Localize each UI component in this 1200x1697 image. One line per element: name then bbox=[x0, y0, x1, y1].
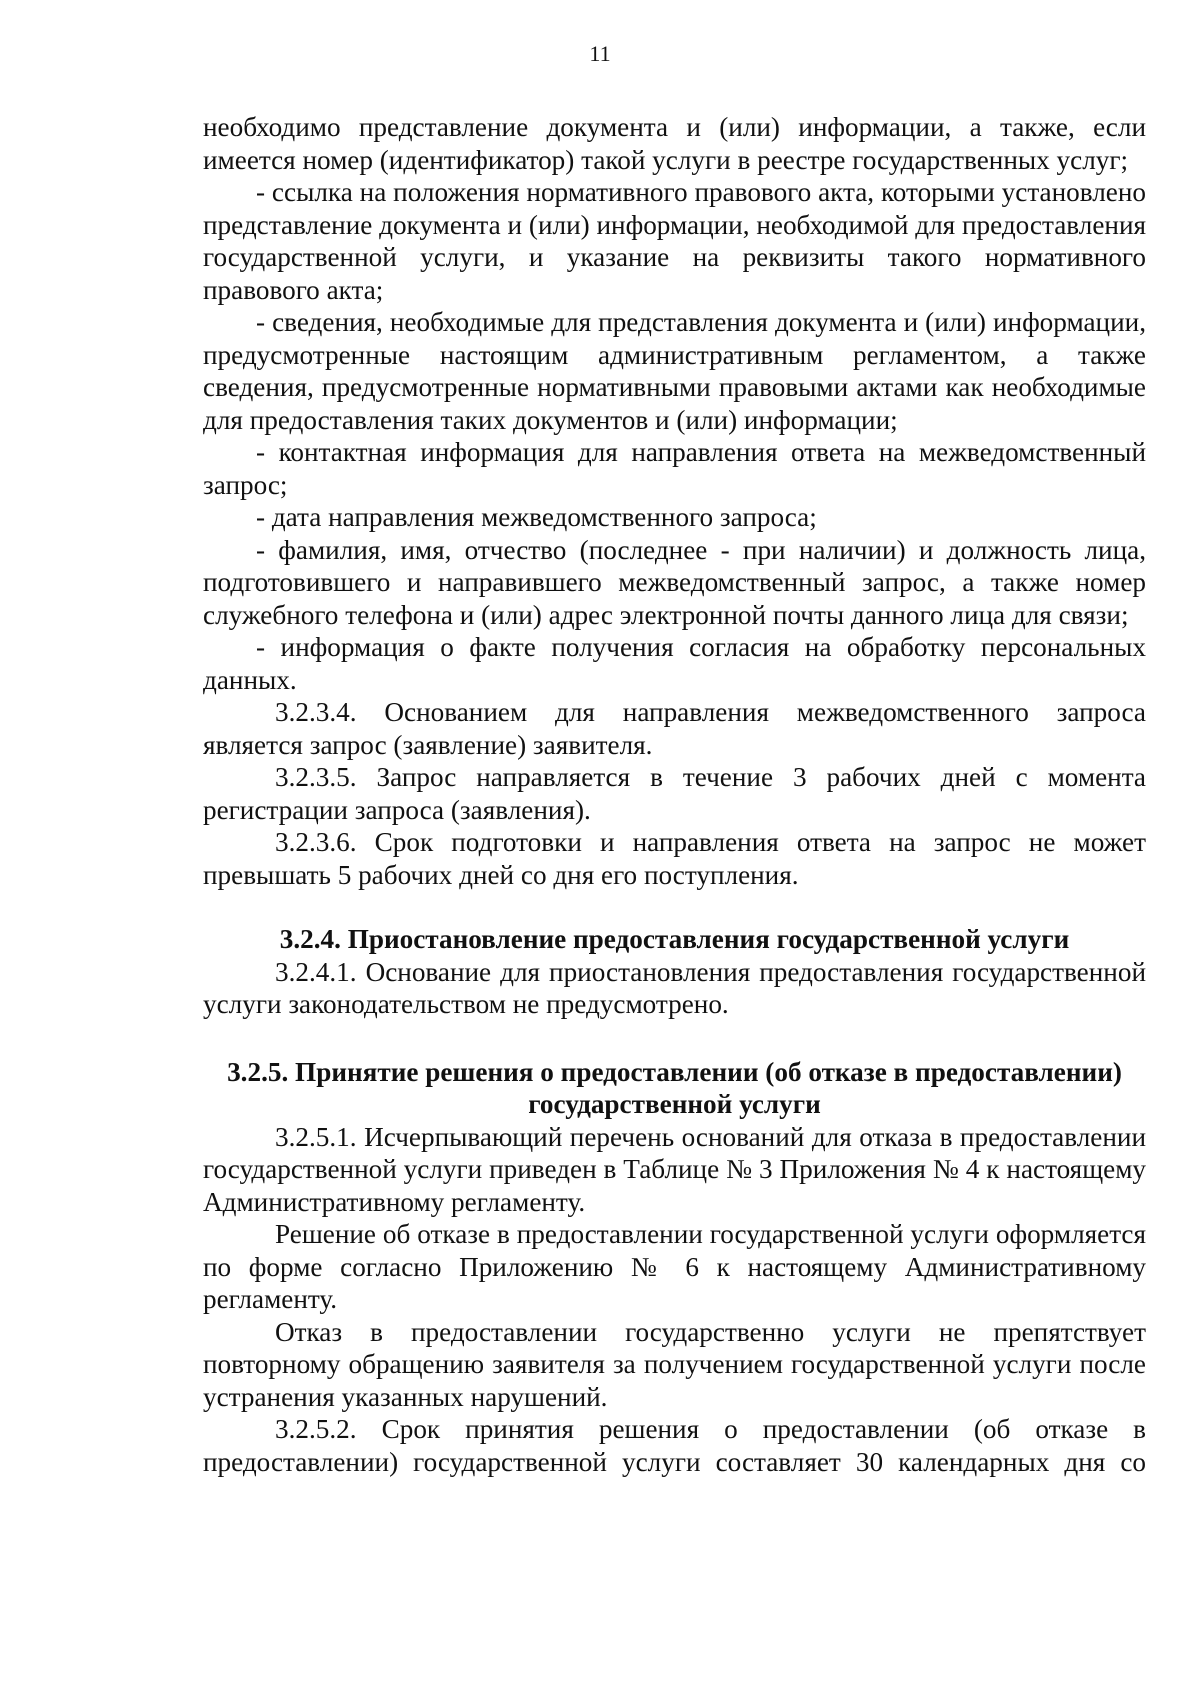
section-heading-3-2-5-line1: 3.2.5. Принятие решения о предоставлении (об отказе в предоставлении) bbox=[227, 1056, 1122, 1087]
paragraph-refusal-form: Решение об отказе в предоставлении государственной услуги оформляется по форме согласно Приложению № 6 к настоящему Административному регламенту. bbox=[203, 1219, 1146, 1314]
list-item-required-info: - сведения, необходимые для представления документа и (или) информации, предусмотренные настоящим административным регламентом, а также сведения, предусмотренные нормативными правовыми актами как необходимые для предоставления таких документов и (или) информации; bbox=[203, 307, 1146, 435]
list-item-request-date: - дата направления межведомственного запроса; bbox=[256, 502, 817, 532]
clause-3-2-3-4: 3.2.3.4. Основанием для направления межведомственного запроса является запрос (заявление) заявителя. bbox=[203, 697, 1146, 760]
section-heading-3-2-5-line2: государственной услуги bbox=[528, 1089, 821, 1119]
paragraph-refusal-repeat: Отказ в предоставлении государственно услуги не препятствует повторному обращению заявителя за получением государственной услуги после устранения указанных нарушений. bbox=[203, 1316, 1146, 1412]
clause-3-2-3-5: 3.2.3.5. Запрос направляется в течение 3 рабочих дней с момента регистрации запроса (заявления). bbox=[203, 762, 1146, 825]
list-item-consent-info: - информация о факте получения согласия на обработку персональных данных. bbox=[203, 632, 1146, 695]
list-item-contact-info: - контактная информация для направления ответа на межведомственный запрос; bbox=[203, 437, 1146, 500]
clause-3-2-3-6: 3.2.3.6. Срок подготовки и направления ответа на запрос не может превышать 5 рабочих дней со дня его поступления. bbox=[203, 827, 1146, 890]
paragraph-intro: необходимо представление документа и (или) информации, а также, если имеется номер (идентификатор) такой услуги в реестре государственных услуг; bbox=[203, 112, 1146, 175]
clause-3-2-4-1: 3.2.4.1. Основание для приостановления предоставления государственной услуги законодательством не предусмотрено. bbox=[203, 956, 1146, 1019]
clause-3-2-5-1: 3.2.5.1. Исчерпывающий перечень оснований для отказа в предоставлении государственной услуги приведен в Таблице № 3 Приложения № 4 к настоящему Административному регламенту. bbox=[203, 1121, 1146, 1217]
page-number: 11 bbox=[589, 41, 611, 66]
document-body bbox=[203, 111, 1146, 1478]
clause-3-2-5-2: 3.2.5.2. Срок принятия решения о предоставлении (об отказе в предоставлении) государственной услуги составляет 30 календарных дня со bbox=[203, 1414, 1146, 1477]
section-heading-3-2-4: 3.2.4. Приостановление предоставления государственной услуги bbox=[279, 924, 1070, 954]
list-item-official-details: - фамилия, имя, отчество (последнее - при наличии) и должность лица, подготовившего и направившего межведомственный запрос, а также номер служебного телефона и (или) адрес электронной почты данного лица для связи; bbox=[203, 534, 1146, 630]
section-heading-3-2-5 bbox=[203, 1056, 1146, 1121]
list-item-legal-reference: - ссылка на положения нормативного правового акта, которыми установлено представление документа и (или) информации, необходимой для предоставления государственной услуги, и указание на реквизиты такого нормативного правового акта; bbox=[203, 177, 1146, 305]
